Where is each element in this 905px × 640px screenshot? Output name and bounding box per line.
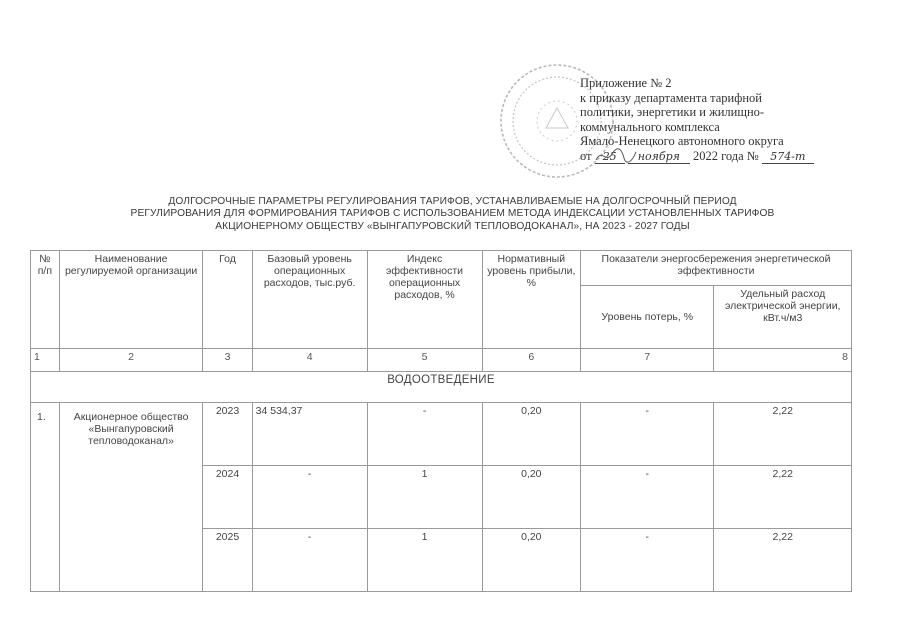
header-specific: Удельный расход электрической энергии, кВт.ч/м3 bbox=[714, 286, 852, 349]
header-org: Наименование регулируемой организации bbox=[59, 251, 203, 349]
cell-profit: 0,20 bbox=[482, 403, 581, 466]
annex-line: Ямало-Ненецкого автономного округа bbox=[580, 134, 784, 149]
signature-icon bbox=[594, 146, 638, 166]
section-title: ВОДООТВЕДЕНИЕ bbox=[31, 372, 852, 403]
column-number: 4 bbox=[252, 349, 367, 372]
annex-line: коммунального комплекса bbox=[580, 119, 720, 134]
column-number: 3 bbox=[203, 349, 252, 372]
annex-line: политики, энергетики и жилищно- bbox=[580, 105, 765, 120]
cell-specific: 2,22 bbox=[714, 403, 852, 466]
column-number: 6 bbox=[482, 349, 581, 372]
column-number-row bbox=[31, 349, 852, 372]
cell-profit: 0,20 bbox=[482, 466, 581, 529]
cell-base: - bbox=[252, 529, 367, 592]
header-year: Год bbox=[203, 251, 252, 349]
document-title bbox=[30, 196, 875, 233]
table-row bbox=[31, 403, 852, 466]
cell-index: 1 bbox=[367, 466, 482, 529]
section-row bbox=[31, 372, 852, 403]
column-number: 2 bbox=[59, 349, 203, 372]
header-base: Базовый уровень операционных расходов, тыс.руб. bbox=[252, 251, 367, 349]
cell-year: 2025 bbox=[203, 529, 252, 592]
cell-year: 2023 bbox=[203, 403, 252, 466]
cell-base: - bbox=[252, 466, 367, 529]
cell-year: 2024 bbox=[203, 466, 252, 529]
column-number: 8 bbox=[714, 349, 852, 372]
column-number: 5 bbox=[367, 349, 482, 372]
date-month: ноября bbox=[628, 151, 690, 164]
header-loss: Уровень потерь, % bbox=[581, 286, 714, 349]
cell-index: - bbox=[367, 403, 482, 466]
parameters-table bbox=[30, 250, 852, 592]
header-index: Индекс эффективности операционных расходов, % bbox=[367, 251, 482, 349]
date-day: 25 bbox=[595, 151, 625, 164]
org-name: Акционерное общество «Вынгапуровский тепловодоканал» bbox=[59, 403, 203, 592]
annex-line: к приказу департамента тарифной bbox=[580, 90, 762, 105]
cell-loss: - bbox=[581, 466, 714, 529]
header-row bbox=[31, 251, 852, 286]
cell-loss: - bbox=[581, 403, 714, 466]
cell-index: 1 bbox=[367, 529, 482, 592]
column-number: 7 bbox=[581, 349, 714, 372]
header-profit: Нормативный уровень прибыли, % bbox=[482, 251, 581, 349]
title-line: РЕГУЛИРОВАНИЯ ДЛЯ ФОРМИРОВАНИЯ ТАРИФОВ С ИСПОЛЬЗОВАНИЕМ МЕТОДА ИНДЕКСАЦИИ УСТАНОВЛЕННЫХ ТАРИФОВ bbox=[130, 208, 775, 220]
order-number: 574-т bbox=[762, 151, 814, 164]
cell-specific: 2,22 bbox=[714, 529, 852, 592]
cell-specific: 2,22 bbox=[714, 466, 852, 529]
date-year: 2022 года № bbox=[692, 148, 759, 163]
header-energy-group: Показатели энергосбережения энергетической эффективности bbox=[581, 251, 852, 286]
org-index: 1. bbox=[31, 403, 60, 592]
cell-loss: - bbox=[581, 529, 714, 592]
title-line: ДОЛГОСРОЧНЫЕ ПАРАМЕТРЫ РЕГУЛИРОВАНИЯ ТАРИФОВ, УСТАНАВЛИВАЕМЫЕ НА ДОЛГОСРОЧНЫЙ ПЕРИОД bbox=[168, 196, 737, 207]
date-prefix: от bbox=[580, 148, 592, 163]
cell-base: 34 534,37 bbox=[252, 403, 367, 466]
annex-title: Приложение № 2 bbox=[580, 76, 672, 90]
header-num: № п/п bbox=[31, 251, 60, 349]
cell-profit: 0,20 bbox=[482, 529, 581, 592]
column-number: 1 bbox=[31, 349, 60, 372]
title-line: АКЦИОНЕРНОМУ ОБЩЕСТВУ «ВЫНГАПУРОВСКИЙ ТЕПЛОВОДОКАНАЛ», НА 2023 - 2027 ГОДЫ bbox=[215, 220, 690, 232]
